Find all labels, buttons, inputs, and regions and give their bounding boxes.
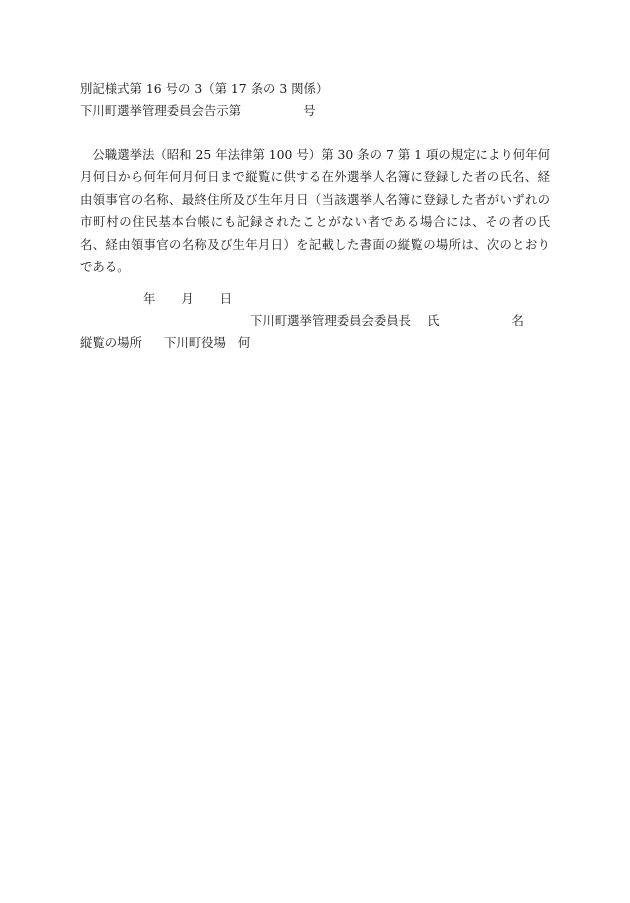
notice-number xyxy=(80,100,315,122)
inspection-place xyxy=(80,332,250,354)
signature-line xyxy=(250,310,524,332)
signature-title: 下川町選挙管理委員会委員長 xyxy=(250,313,412,328)
date-month-label: 月 xyxy=(181,291,194,306)
date-day-label: 日 xyxy=(219,291,233,306)
inspection-place-location: 下川町役場 xyxy=(163,335,226,350)
notice-body: 公職選挙法（昭和 25 年法律第 100 号）第 30 条の 7 第 1 項の規定により何年何月何日から何年何月何日まで縦覧に供する在外選挙人名簿に登録した者の氏名、経由領事官の名称、最終住所及び生年月日（当該選挙人名簿に登録した者がいずれの市町村の住民基本台帳にも記録されたことがない者である場合には、その者の氏名、経由領事官の名称及び生年月日）を記載した書面の縦覧の場所は、次のとおりである。 xyxy=(80,147,550,275)
signature-name-suffix: 名 xyxy=(511,313,524,328)
date-year-label: 年 xyxy=(143,291,156,306)
notice-date xyxy=(143,288,232,310)
inspection-place-label: 縦覧の場所 xyxy=(80,335,142,350)
notice-number-prefix: 下川町選挙管理委員会告示第 xyxy=(80,103,242,118)
signature-name-prefix: 氏 xyxy=(427,313,440,328)
form-reference: 別記様式第 16 号の 3（第 17 条の 3 関係） xyxy=(80,81,329,96)
notice-number-suffix: 号 xyxy=(303,103,316,118)
inspection-place-detail: 何 xyxy=(237,335,251,350)
